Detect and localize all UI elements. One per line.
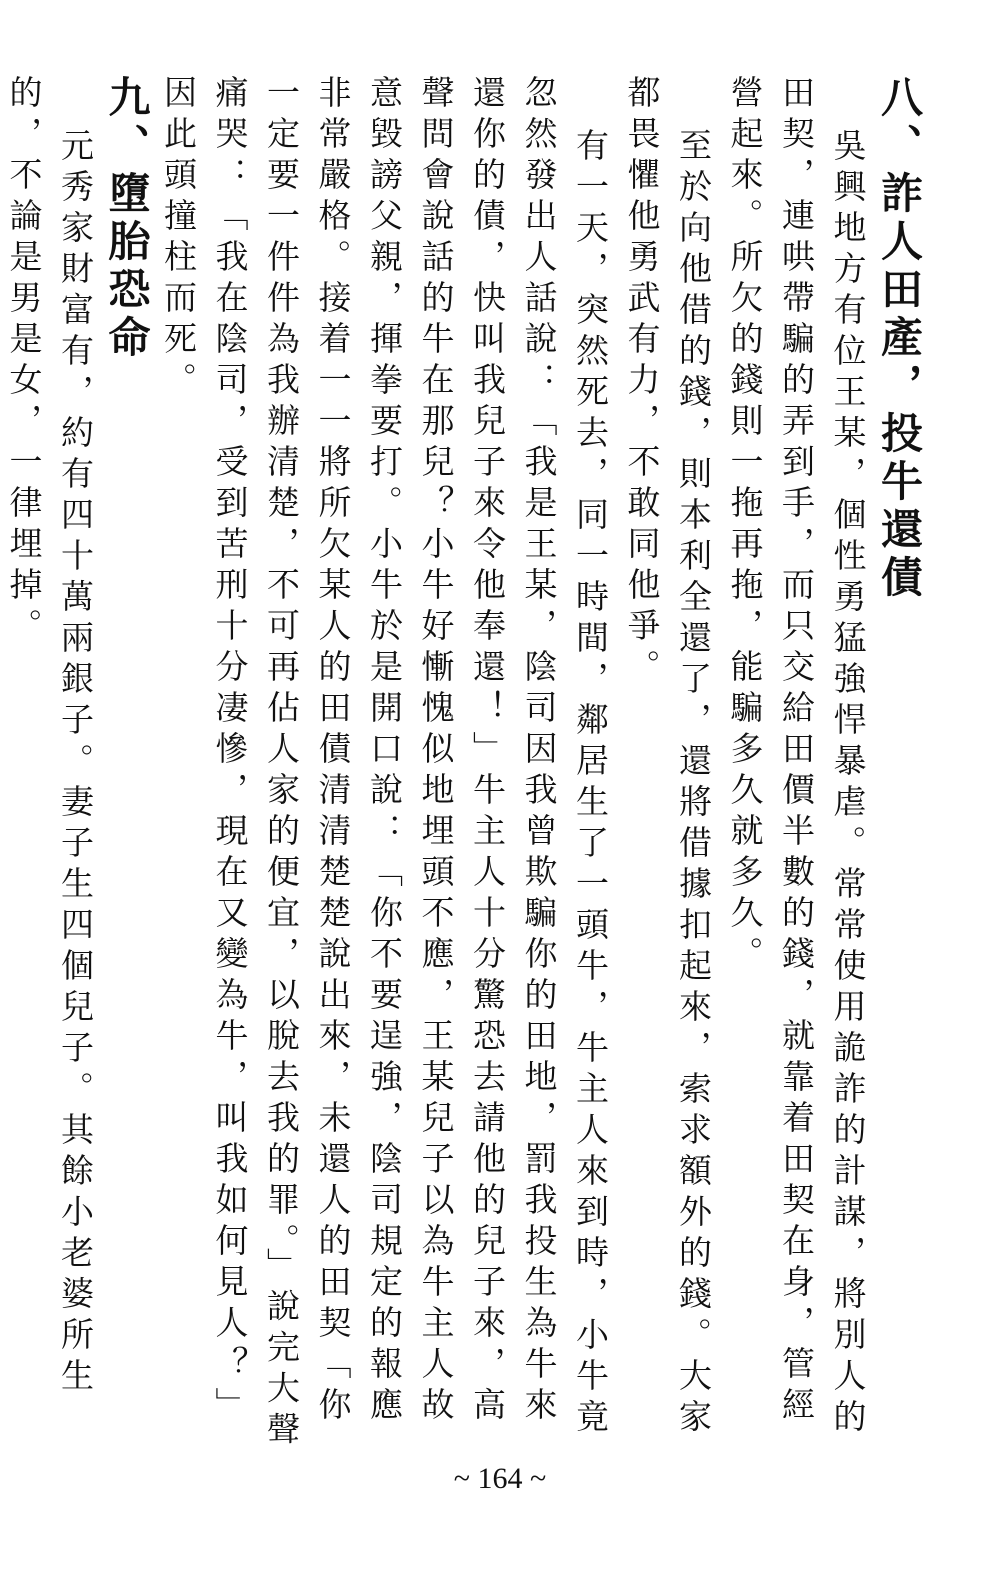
section-8-paragraph-3: 有一天，突然死去，同一時間，鄰居生了一頭牛，牛主人來到時，小牛竟忽然發出人話說：「我是王某，陰司因我曾欺騙你的田地，罰我投生為牛來還你的債，快叫我兒子來令他奉還！」牛主人十分驚恐去請他的兒子來，高聲問會說話的牛在那兒？小牛好慚愧似地埋頭不應，王某兒子以為牛主人故意毀謗父親，揮拳要打。小牛於是開口說：「你不要逞強，陰司規定的報應非常嚴格。接着一一將所欠某人的田債清清楚楚說出來，未還人的田契「你一定要一件件為我辦清楚，不可再佔人家的便宜，以脫去我的罪。」說完大聲痛哭：「我在陰司，受到苦刑十分凄慘，現在又變為牛，叫我如何見人？」因此頭撞柱而死。: [159, 75, 610, 1453]
vertical-text-body: [4, 75, 925, 1455]
section-8-heading: 八、詐人田產，投牛還債: [875, 75, 924, 603]
section-8-paragraph-1: 吳興地方有位王某，個性勇猛強悍暴虐。常常使用詭詐的計謀，將別人的田契，連哄帶騙的弄到手，而只交給田價半數的錢，就靠着田契在身，管經營起來。所欠的錢則一拖再拖，能騙多久就多久。: [725, 75, 868, 1440]
page-number: ~ 164 ~: [453, 1462, 547, 1495]
section-9-paragraph-1: 元秀家財富有，約有四十萬兩銀子。妻子生四個兒子。其餘小老婆所生的，不論是男是女，一律埋掉。: [4, 75, 95, 1399]
section-8-paragraph-2: 至於向他借的錢，則本利全還了，還將借據扣起來，索求額外的錢。大家都畏懼他勇武有力，不敢同他爭。: [622, 75, 713, 1440]
section-9-heading: 九、墮胎恐命: [102, 75, 152, 363]
